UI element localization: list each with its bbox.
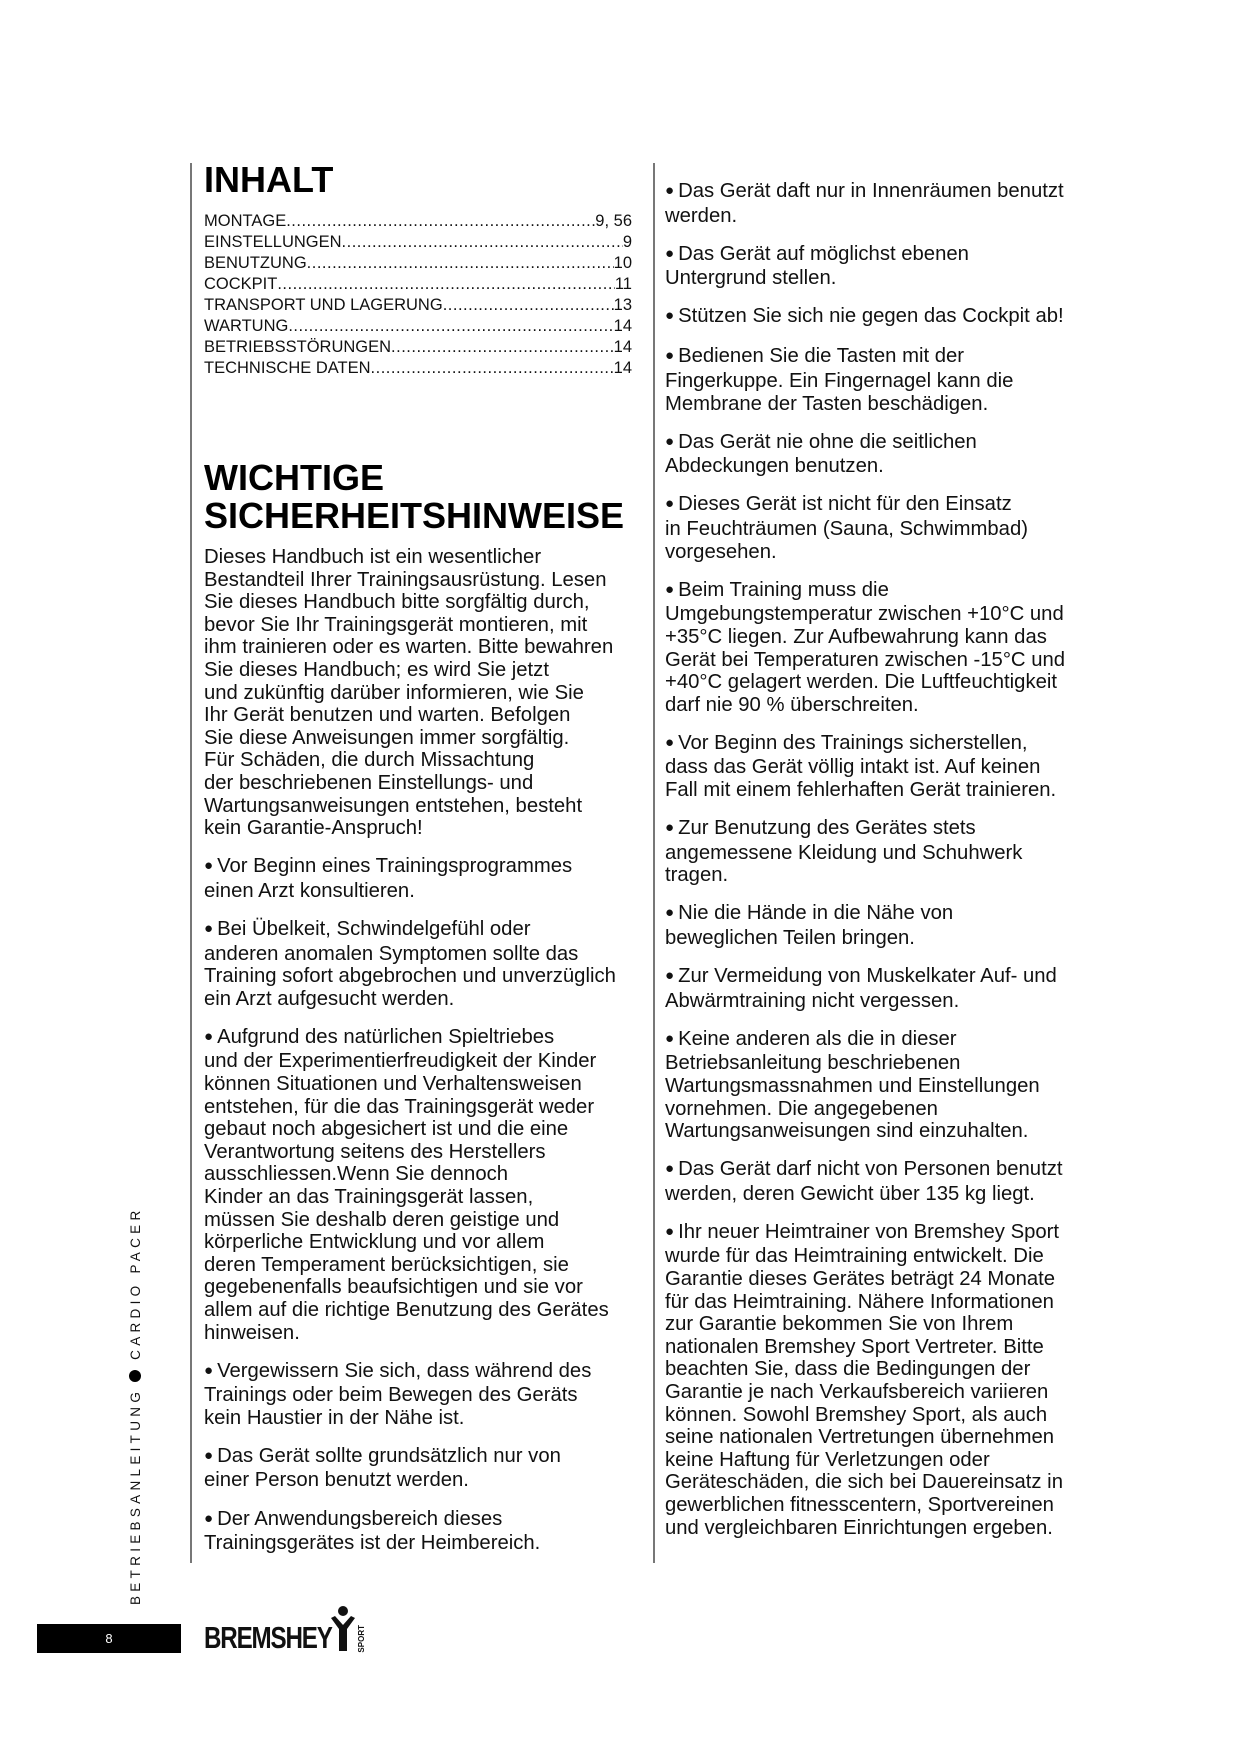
- safety-bullet: ● Der Anwendungsbereich dieses Trainingsgerätes ist der Heimbereich.: [204, 1508, 654, 1555]
- safety-bullet: ● Beim Training muss die Umgebungstemperatur zwischen +10°C und +35°C liegen. Zur Aufbewahrung kann das Gerät bei Temperaturen zwischen -15°C und +40°C gelagert werden. Die Luftfeuchtigkeit darf nie 90 % überschreiten.: [665, 579, 1135, 717]
- left-column: [204, 546, 654, 1570]
- logo-figure-icon: [330, 1605, 356, 1653]
- safety-bullet: ● Bei Übelkeit, Schwindelgefühl oder anderen anomalen Symptomen sollte das Training sofort abgebrochen und unverzüglich ein Arzt aufgesucht werden.: [204, 918, 654, 1010]
- page-number: 8: [37, 1624, 181, 1653]
- toc-title: INHALT: [204, 159, 334, 200]
- safety-bullet: ● Das Gerät auf möglichst ebenen Untergrund stellen.: [665, 243, 1135, 290]
- toc-leader-dots: [286, 211, 595, 232]
- table-of-contents: [204, 211, 632, 379]
- side-title-product: CARDIO PACER: [128, 1206, 143, 1360]
- toc-entry-label: TRANSPORT UND LAGERUNG: [204, 296, 443, 314]
- safety-bullet: ● Vor Beginn des Trainings sicherstellen, dass das Gerät völlig intakt ist. Auf keinen Fall mit einem fehlerhaften Gerät trainieren.: [665, 732, 1135, 802]
- left-column-rule: [190, 163, 192, 1563]
- toc-entry[interactable]: [204, 316, 632, 337]
- toc-leader-dots: [277, 274, 615, 295]
- safety-bullet: ● Vergewissern Sie sich, dass während des Trainings oder beim Bewegen des Geräts kein Haustier in der Nähe ist.: [204, 1360, 654, 1430]
- safety-bullet: ● Das Gerät sollte grundsätzlich nur von einer Person benutzt werden.: [204, 1445, 654, 1492]
- toc-entry[interactable]: [204, 358, 632, 379]
- toc-entry[interactable]: [204, 211, 632, 232]
- safety-bullet: ● Das Gerät nie ohne die seitlichen Abdeckungen benutzen.: [665, 431, 1135, 478]
- safety-bullet: ● Vor Beginn eines Trainingsprogrammes einen Arzt konsultieren.: [204, 855, 654, 902]
- toc-entry-label: WARTUNG: [204, 317, 289, 335]
- toc-entry-label: BENUTZUNG: [204, 254, 307, 272]
- safety-bullet: ● Keine anderen als die in dieser Betriebsanleitung beschriebenen Wartungsmassnahmen und Einstellungen vornehmen. Die angegebenen Wartungsanweisungen sind einzuhalten.: [665, 1028, 1135, 1143]
- toc-entry-page: 14: [613, 317, 632, 335]
- safety-bullet: ● Zur Vermeidung von Muskelkater Auf- und Abwärmtraining nicht vergessen.: [665, 965, 1135, 1012]
- toc-entry-page: 14: [613, 359, 632, 377]
- safety-title-line1: WICHTIGE: [204, 457, 384, 498]
- safety-bullet: ● Dieses Gerät ist nicht für den Einsatz in Feuchträumen (Sauna, Schwimmbad) vorgesehen.: [665, 493, 1135, 563]
- safety-bullet: ● Das Gerät darf nicht von Personen benutzt werden, deren Gewicht über 135 kg liegt.: [665, 1158, 1135, 1205]
- safety-bullet: ● Das Gerät daft nur in Innenräumen benutzt werden.: [665, 180, 1135, 227]
- toc-entry-label: BETRIEBSSTÖRUNGEN: [204, 338, 392, 356]
- toc-entry[interactable]: [204, 295, 632, 316]
- toc-entry[interactable]: [204, 337, 632, 358]
- right-column: [665, 180, 1135, 1555]
- toc-leader-dots: [443, 295, 614, 316]
- safety-bullet: ● Aufgrund des natürlichen Spieltriebes und der Experimentierfreudigkeit der Kinder können Situationen und Verhaltensweisen entstehen, für die das Trainingsgerät weder gebaut noch abgesichert ist und die eine Verantwortung seitens des Herstellers ausschliessen.Wenn Sie dennoch Kinder an das Trainingsgerät lassen, müssen Sie deshalb deren geistige und körperliche Entwicklung und vor allem deren Temperament berücksichtigen, sie gegebenenfalls beaufsichtigen und sie vor allem auf die richtige Benutzung des Gerätes hinweisen.: [204, 1026, 654, 1344]
- bullet-dot-icon: [129, 1370, 141, 1382]
- toc-entry-label: EINSTELLUNGEN: [204, 233, 342, 251]
- side-title-manual: BETRIEBSANLEITUNG: [128, 1387, 143, 1605]
- toc-entry-page: 13: [613, 296, 632, 314]
- toc-leader-dots: [371, 358, 614, 379]
- bremshey-logo: [204, 1605, 366, 1653]
- safety-bullet: ● Ihr neuer Heimtrainer von Bremshey Sport wurde für das Heimtraining entwickelt. Die Garantie dieses Gerätes beträgt 24 Monate für das Heimtraining. Nähere Informationen zur Garantie bekommen Sie von Ihrem nationalen Bremshey Sport Vertreter. Bitte beachten Sie, dass die Bedingungen der Garantie je nach Verkaufsbereich variieren können. Sowohl Bremshey Sport, als auch seine nationalen Vertretungen übernehmen keine Haftung für Verletzungen oder Geräteschäden, die sich bei Dauereinsatz in gewerblichen fitnesscentern, Sportvereinen und vergleichbaren Einrichtungen ergeben.: [665, 1221, 1135, 1539]
- intro-paragraph: Dieses Handbuch ist ein wesentlicher Bestandteil Ihrer Trainingsausrüstung. Lesen Sie dieses Handbuch bitte sorgfältig durch, bevor Sie Ihr Trainingsgerät montieren, mit ihm trainieren oder es warten. Bitte bewahren Sie dieses Handbuch; es wird Sie jetzt und zukünftig darüber informieren, wie Sie Ihr Gerät benutzen und warten. Befolgen Sie diese Anweisungen immer sorgfältig. Für Schäden, die durch Missachtung der beschriebenen Einstellungs- und Wartungsanweisungen entstehen, besteht kein Garantie-Anspruch!: [204, 546, 614, 840]
- safety-title-line2: SICHERHEITSHINWEISE: [204, 495, 625, 536]
- toc-entry-page: 11: [614, 275, 632, 293]
- toc-entry-page: 10: [613, 254, 632, 272]
- toc-entry-label: TECHNISCHE DATEN: [204, 359, 371, 377]
- toc-leader-dots: [342, 232, 623, 253]
- toc-leader-dots: [391, 337, 614, 358]
- side-running-title: [128, 1206, 143, 1605]
- toc-entry-label: MONTAGE: [204, 212, 287, 230]
- safety-title: [204, 459, 624, 535]
- toc-entry-page: 9: [622, 233, 632, 251]
- toc-entry[interactable]: [204, 253, 632, 274]
- logo-sport: SPORT: [356, 1625, 366, 1653]
- safety-bullet: ● Stützen Sie sich nie gegen das Cockpit ab!: [665, 305, 1135, 330]
- toc-entry-page: 9, 56: [595, 212, 632, 230]
- toc-leader-dots: [288, 316, 613, 337]
- toc-entry[interactable]: [204, 232, 632, 253]
- safety-bullet: ● Zur Benutzung des Gerätes stets angemessene Kleidung und Schuhwerk tragen.: [665, 817, 1135, 887]
- safety-bullet: ● Nie die Hände in die Nähe von beweglichen Teilen bringen.: [665, 902, 1135, 949]
- logo-wordmark: BREMSHEY: [204, 1620, 332, 1655]
- toc-entry-page: 14: [613, 338, 632, 356]
- safety-bullet: ● Bedienen Sie die Tasten mit der Fingerkuppe. Ein Fingernagel kann die Membrane der Tasten beschädigen.: [665, 345, 1135, 415]
- toc-entry[interactable]: [204, 274, 632, 295]
- toc-leader-dots: [307, 253, 614, 274]
- toc-entry-label: COCKPIT: [204, 275, 278, 293]
